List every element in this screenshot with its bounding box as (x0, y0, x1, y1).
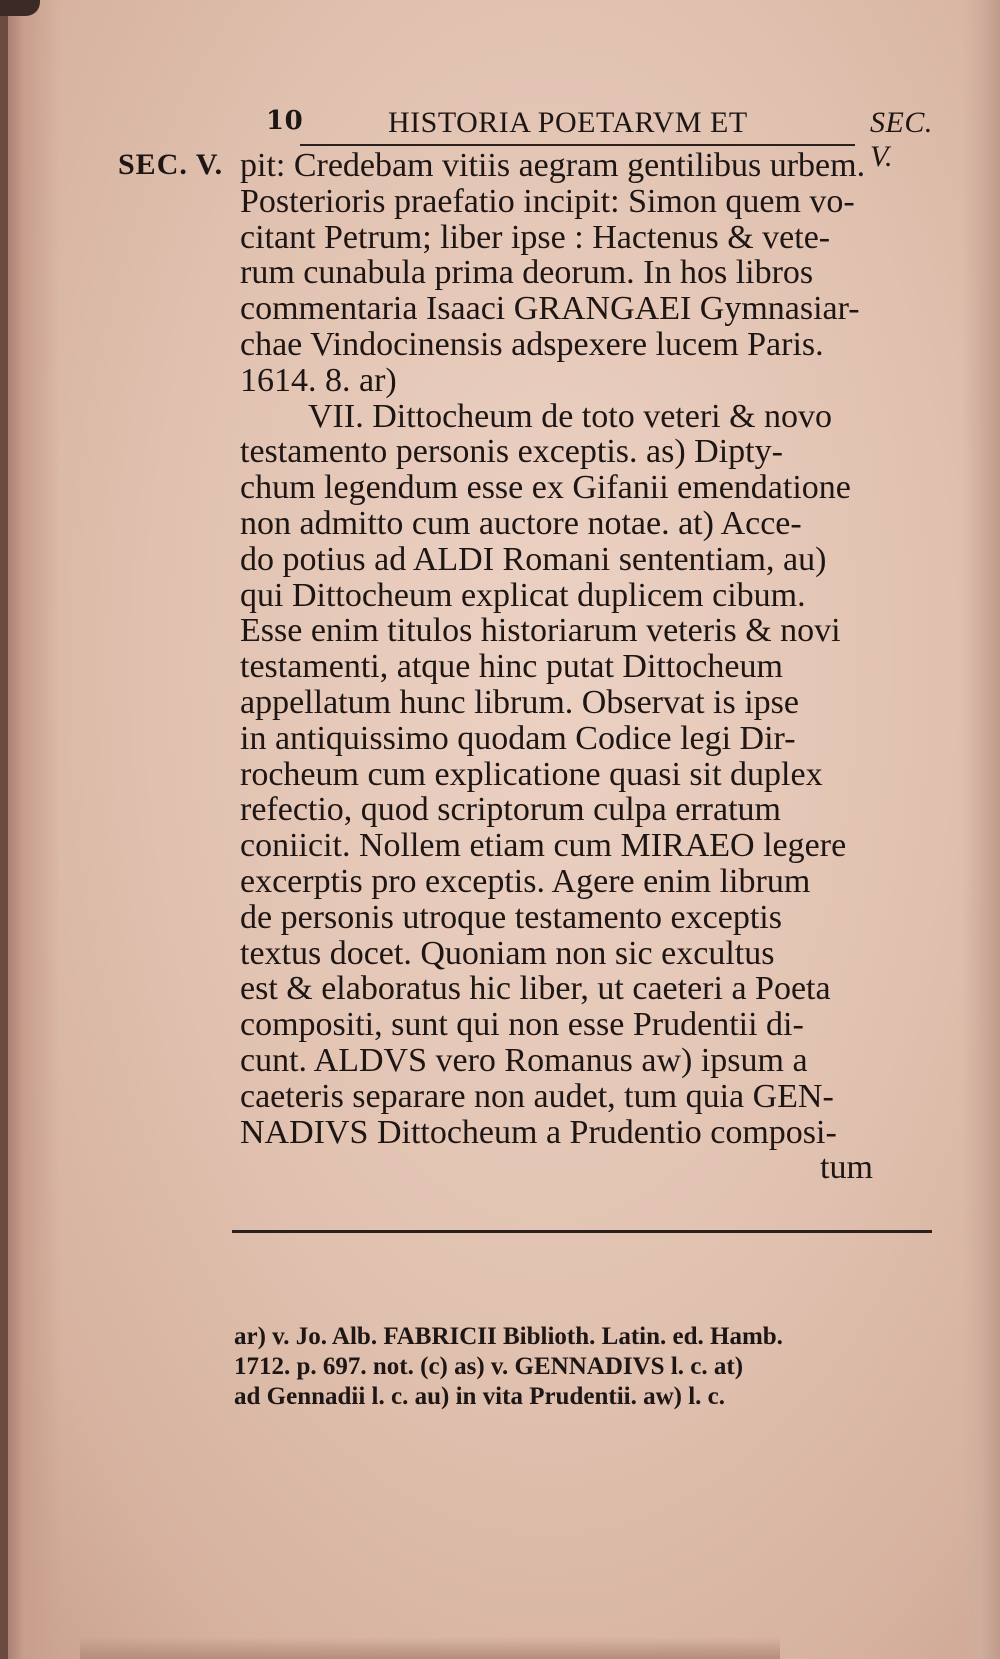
text-line: rocheum cum explicatione quasi sit duplex (240, 755, 823, 793)
text-line: textus docet. Quoniam non sic excultus (240, 934, 775, 972)
binding-shadow (0, 0, 60, 1659)
text-line: non admitto cum auctore notae. at) Acce- (240, 504, 802, 542)
header-rule (300, 144, 855, 146)
text-line: cunt. ALDVS vero Romanus aw) ipsum a (240, 1041, 808, 1079)
text-line: qui Dittocheum explicat duplicem cibum. (240, 576, 806, 614)
section-label: SEC. V. (870, 106, 933, 173)
footnote-rule (232, 1230, 932, 1233)
text-line: compositi, sunt qui non esse Prudentii di- (240, 1006, 804, 1044)
footnotes-block (234, 1322, 954, 1412)
text-line: 1614. 8. ar) (240, 361, 397, 399)
text-line: do potius ad ALDI Romani sententiam, au) (240, 540, 827, 578)
text-line: testamenti, atque hinc putat Dittocheum (240, 648, 783, 686)
text-line: chae Vindocinensis adspexere lucem Paris. (240, 325, 824, 363)
text-line: coniicit. Nollem etiam cum MIRAEO legere (240, 827, 847, 865)
text-line: est & elaboratus hic liber, ut caeteri a Poeta (240, 970, 831, 1008)
catchword: tum (820, 1149, 873, 1187)
text-line: in antiquissimo quodam Codice legi Dir- (240, 719, 796, 757)
text-line: NADIVS Dittocheum a Prudentio composi- (240, 1113, 837, 1151)
page-number: 10 (266, 106, 304, 136)
text-line: rum cunabula prima deorum. In hos libros (240, 254, 814, 292)
text-line: refectio, quod scriptorum culpa erratum (240, 791, 781, 829)
text-line: chum legendum esse ex Gifanii emendatione (240, 469, 851, 507)
text-line: Posterioris praefatio incipit: Simon quem vo- (240, 182, 855, 220)
footnote-line: 1712. p. 697. not. (c) as) v. GENNADIVS l. c. at) (234, 1353, 744, 1380)
text-line: VII. Dittocheum de toto veteri & novo (308, 397, 833, 435)
footnote-line: ad Gennadii l. c. au) in vita Prudentii. aw) l. c. (234, 1383, 726, 1410)
text-line: citant Petrum; liber ipse : Hactenus & vete- (240, 218, 831, 256)
text-line: Esse enim titulos historiarum veteris & novi (240, 612, 841, 650)
binding-edge (0, 0, 8, 1659)
margin-section-note: SEC. V. (118, 148, 224, 181)
text-line: commentaria Isaaci GRANGAEI Gymnasiar- (240, 290, 860, 328)
footnote-line: ar) v. Jo. Alb. FABRICII Biblioth. Latin. ed. Hamb. (234, 1323, 783, 1350)
text-line: appellatum hunc librum. Observat is ipse (240, 683, 799, 721)
text-line: testamento personis exceptis. as) Dipty- (240, 433, 783, 471)
bottom-page-edge (80, 1637, 780, 1659)
main-text-block (240, 148, 960, 1186)
text-line: de personis utroque testamento exceptis (240, 898, 782, 936)
text-line: excerptis pro exceptis. Agere enim librum (240, 862, 811, 900)
running-title: HISTORIA POETARVM ET (388, 106, 748, 139)
right-page-edge (962, 0, 1000, 1659)
text-line: pit: Credebam vitiis aegram gentilibus urbem. (240, 147, 866, 184)
text-line: caeteris separare non audet, tum quia GEN- (240, 1077, 834, 1115)
